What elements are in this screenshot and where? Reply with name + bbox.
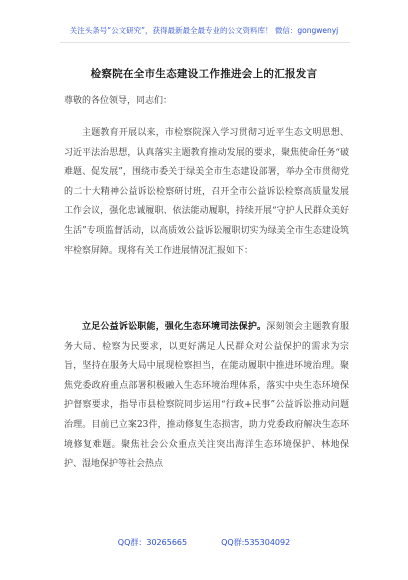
footer-qq-group-1: QQ群：30265665 xyxy=(117,538,188,547)
body-paragraph-2 xyxy=(64,318,349,475)
paragraph-lead-heading: 立足公益诉讼职能，强化生态环境司法保护。 xyxy=(82,322,267,332)
footer-qq-group-2: QQ群:535304092 xyxy=(221,538,291,547)
paragraph-text: 深刻领会主题教育服务大局、检察为民要求，以更好满足人民群众对公益保护的需求为宗旨，坚持在服务大局中展现检察担当，在能动履职中推进环境治理。聚焦党委政府重点部署积极融入生态环境治理体系，落实中央生态环境保护督察要求，指导市县检察院同步运用“行政+民事”公益诉讼推动问题治理。目前已立案23件，推动修复生态损害，助力党委政府解决生态环境修复难题。聚焦社会公众重点关注突出海洋生态环境保护、林地保护、湿地保护等社会热点 xyxy=(64,322,349,470)
header-promo-note: 关注头条号“公文研究”，获得最新最全最专业的公文资料库！ 微信：gongwenyj xyxy=(69,26,339,35)
header-divider xyxy=(60,42,350,43)
paragraph-text: 主题教育开展以来，市检察院深入学习贯彻习近平生态文明思想、习近平法治思想，认真落实主题教育推动发展的要求，聚焦使命任务“破难题、促发展”，围绕市委关于绿美全市生态建设部署，举办全市贯彻党的二十大精神公益诉讼检察研讨班，召开全市公益诉讼检察高质量发展工作会议，强化忠诚履职、依法能动履职，持续开展“守护人民群众美好生活”专项监督活动，以高质效公益诉讼履职切实为绿美全市生态建设筑牢检察屏障。现将有关工作进展情况汇报如下： xyxy=(64,128,349,256)
document-title: 检察院在全市生态建设工作推进会上的汇报发言 xyxy=(90,68,318,80)
footer-contact xyxy=(0,537,408,548)
body-paragraph-1 xyxy=(64,124,349,261)
salutation: 尊敬的各位领导，同志们： xyxy=(64,96,173,106)
